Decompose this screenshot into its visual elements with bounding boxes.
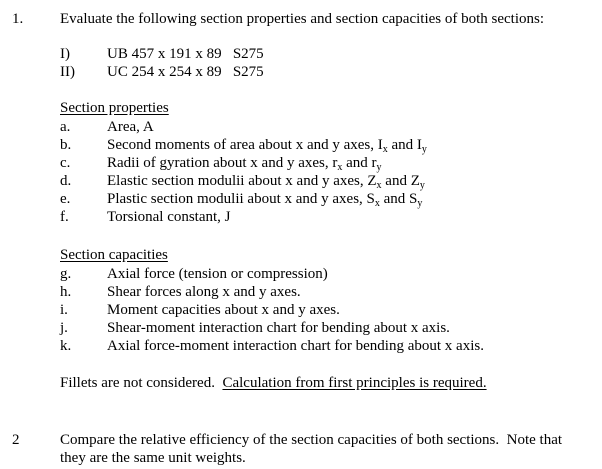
capacity-item-i: Moment capacities about x and y axes.	[107, 302, 340, 318]
capacity-item-k: Axial force-moment interaction chart for bending about x axis.	[107, 338, 484, 354]
question-1-number: 1.	[12, 11, 24, 27]
section-designation-2: UC 254 x 254 x 89 S275	[107, 64, 264, 80]
property-item-a: Area, A	[107, 119, 154, 135]
property-letter-c: c.	[60, 155, 71, 171]
note-underlined: Calculation from first principles is required.	[222, 375, 487, 391]
question-1-prompt: Evaluate the following section properties and section capacities of both sections:	[60, 11, 545, 27]
question-2-number: 2	[12, 432, 20, 448]
property-letter-b: b.	[60, 137, 72, 153]
section-capacities-heading: Section capacities	[60, 247, 168, 263]
capacity-letter-i: i.	[60, 302, 68, 318]
capacity-item-g: Axial force (tension or compression)	[107, 266, 328, 282]
property-letter-a: a.	[60, 119, 71, 135]
capacity-letter-k: k.	[60, 338, 72, 354]
capacity-letter-g: g.	[60, 266, 72, 282]
capacity-letter-h: h.	[60, 284, 72, 300]
section-designation-1: UB 457 x 191 x 89 S275	[107, 46, 264, 62]
property-item-e: Plastic section modulii about x and y axes, $S_x$ and $S_y$	[107, 191, 423, 209]
property-letter-e: e.	[60, 191, 71, 207]
property-letter-d: d.	[60, 173, 72, 189]
property-item-b: Second moments of area about x and y axes, $I_x$ and $I_y$	[107, 137, 427, 155]
note-plain: Fillets are not considered.	[60, 375, 215, 391]
capacity-item-j: Shear-moment interaction chart for bending about x axis.	[107, 320, 450, 336]
property-item-c: Radii of gyration about x and y axes, $r_x$ and $r_y$	[107, 155, 382, 173]
section-roman-1: I)	[60, 46, 70, 62]
property-item-f: Torsional constant, J	[107, 209, 231, 225]
question-2-line-2: they are the same unit weights.	[60, 450, 246, 466]
property-letter-f: f.	[60, 209, 69, 225]
property-item-d: Elastic section modulii about x and y axes, $Z_x$ and $Z_y$	[107, 173, 425, 191]
capacity-letter-j: j.	[60, 320, 68, 336]
section-properties-heading: Section properties	[60, 100, 169, 116]
section-roman-2: II)	[60, 64, 75, 80]
capacity-item-h: Shear forces along x and y axes.	[107, 284, 301, 300]
question-2-line-1: Compare the relative efficiency of the section capacities of both sections. Note that	[60, 432, 563, 448]
fillets-note	[60, 374, 487, 392]
